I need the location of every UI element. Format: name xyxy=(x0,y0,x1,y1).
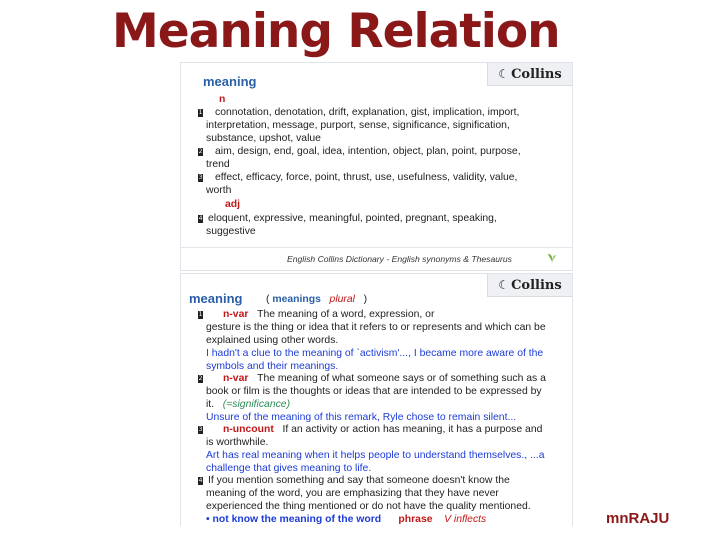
collins-c-icon: ☾ xyxy=(498,67,510,81)
phrase-line: • not know the meaning of the word phrase V inflects xyxy=(206,514,487,525)
sense-number-3: 3 xyxy=(198,174,203,181)
synonym-line: interpretation, message, purport, sense, significance, signification, xyxy=(206,120,510,131)
dictionary-panel xyxy=(180,273,573,526)
author-signature: mnRAJU xyxy=(606,510,670,527)
definition-line: book or film is the thoughts or ideas that are intended to be expressed by xyxy=(206,386,542,397)
dictionary-footer xyxy=(181,247,572,270)
sense-number-3: 3 xyxy=(198,426,203,433)
synonym-line: aim, design, end, goal, idea, intention, object, plan, point, purpose, xyxy=(215,146,521,157)
definition-line: meaning of the word, you are emphasizing that they have never xyxy=(206,488,499,499)
example-line: challenge that gives meaning to life. xyxy=(206,463,372,474)
example-line: Art has real meaning when it helps people to understand themselves., ...a xyxy=(206,450,545,461)
sense-number-1: 1 xyxy=(198,109,203,116)
example-line: I hadn't a clue to the meaning of `activism'..., I became more aware of the xyxy=(206,348,544,359)
sense-number-4: 4 xyxy=(198,477,203,484)
definition-line: n-var The meaning of a word, expression, or xyxy=(223,309,435,320)
synonym-line: worth xyxy=(206,185,232,196)
leaf-icon xyxy=(547,252,557,264)
definition-line: If you mention something and say that someone doesn't know the xyxy=(208,475,510,486)
definition-line: experienced the thing mentioned or do not have the quality mentioned. xyxy=(206,501,531,512)
sense-number-4: 4 xyxy=(198,215,203,222)
slide-title: Meaning Relation xyxy=(112,4,560,59)
headword: meaning xyxy=(203,74,257,89)
sense-number-2: 2 xyxy=(198,375,203,382)
headword: meaning xyxy=(189,291,243,306)
synonym-line: suggestive xyxy=(206,226,256,237)
synonym-line: effect, efficacy, force, point, thrust, use, usefulness, validity, value, xyxy=(215,172,518,183)
definition-line: n-var The meaning of what someone says or of something such as a xyxy=(223,373,546,384)
plural-info: ( meanings plural ) xyxy=(266,294,368,305)
synonym-line: substance, upshot, value xyxy=(206,133,321,144)
sense-number-1: 1 xyxy=(198,311,203,318)
example-line: Unsure of the meaning of this remark, Ryle chose to remain silent... xyxy=(206,412,517,423)
synonym-line: trend xyxy=(206,159,230,170)
example-line: symbols and their meanings. xyxy=(206,361,339,372)
collins-logo: ☾ Collins xyxy=(487,63,572,86)
pos-adjective: adj xyxy=(225,199,241,210)
synonym-line: eloquent, expressive, meaningful, pointed, pregnant, speaking, xyxy=(208,213,497,224)
definition-line: gesture is the thing or idea that it refers to or represents and which can be xyxy=(206,322,546,333)
definition-line: n-uncount If an activity or action has meaning, it has a purpose and xyxy=(223,424,543,435)
footer-text: English Collins Dictionary - English synonyms & Thesaurus xyxy=(287,254,512,264)
definition-line: is worthwhile. xyxy=(206,437,269,448)
collins-logo: ☾ Collins xyxy=(487,274,572,297)
thesaurus-panel xyxy=(180,62,573,271)
definition-line: it. (=significance) xyxy=(206,399,291,410)
sense-number-2: 2 xyxy=(198,148,203,155)
pos-noun: n xyxy=(219,94,226,105)
synonym-line: connotation, denotation, drift, explanation, gist, implication, import, xyxy=(215,107,520,118)
collins-c-icon: ☾ xyxy=(498,278,510,292)
definition-line: explained using other words. xyxy=(206,335,339,346)
